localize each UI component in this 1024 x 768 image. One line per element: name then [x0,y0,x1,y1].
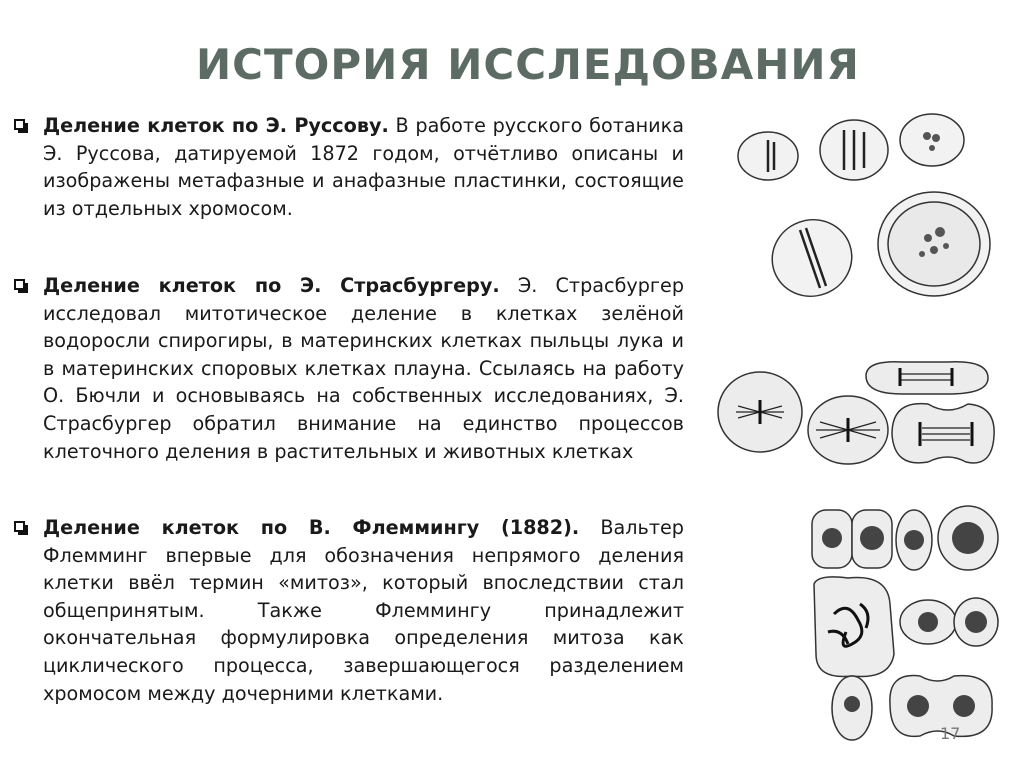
russov-cells-illustration [722,108,992,308]
section-lead: Деление клеток по Э. Страсбургеру. [43,274,500,297]
section-text: Вальтер Флемминг впервые для обозначения непрямого деления клетки ввёл термин «митоз», который впоследствии стал общепринятым. Также Флеммингу принадлежит окончательная формулировка определения митоза как циклического процесса, завершающегося разделением хромосом между дочерними клетками. [43,516,684,705]
section-paragraph [14,112,684,222]
section-lead: Деление клеток по В. Флеммингу (1882). [43,516,580,539]
section-paragraph [14,272,684,465]
section-text: Э. Страсбургер исследовал митотическое деление в клетках зелёной водоросли спирогиры, в материнских клетках пыльцы лука и в материнских споровых клетках плауна. Ссылаясь на работу О. Бючли и основываясь на собственных исследованиях, Э. Страсбургер обратил внимание на единство процессов клеточного деления в растительных и животных клетках [43,274,684,463]
checkbox-bullet-icon [14,119,25,130]
section-russov [14,112,684,222]
flemming-cells-illustration [808,504,1004,744]
checkbox-bullet-icon [14,521,25,532]
section-lead: Деление клеток по Э. Руссову. [43,114,389,137]
section-text: В работе русского ботаника Э. Руссова, датируемой 1872 годом, отчётливо описаны и изображены метафазные и анафазные пластинки, состоящие из отдельных хромосом. [43,114,684,220]
checkbox-bullet-icon [14,279,25,290]
slide-number: 17 [940,724,961,743]
strasburger-cells-illustration [716,356,996,472]
section-paragraph [14,514,684,707]
section-strasburger [14,272,684,465]
section-flemming [14,514,684,707]
page-title: ИСТОРИЯ ИССЛЕДОВАНИЯ [196,40,860,89]
